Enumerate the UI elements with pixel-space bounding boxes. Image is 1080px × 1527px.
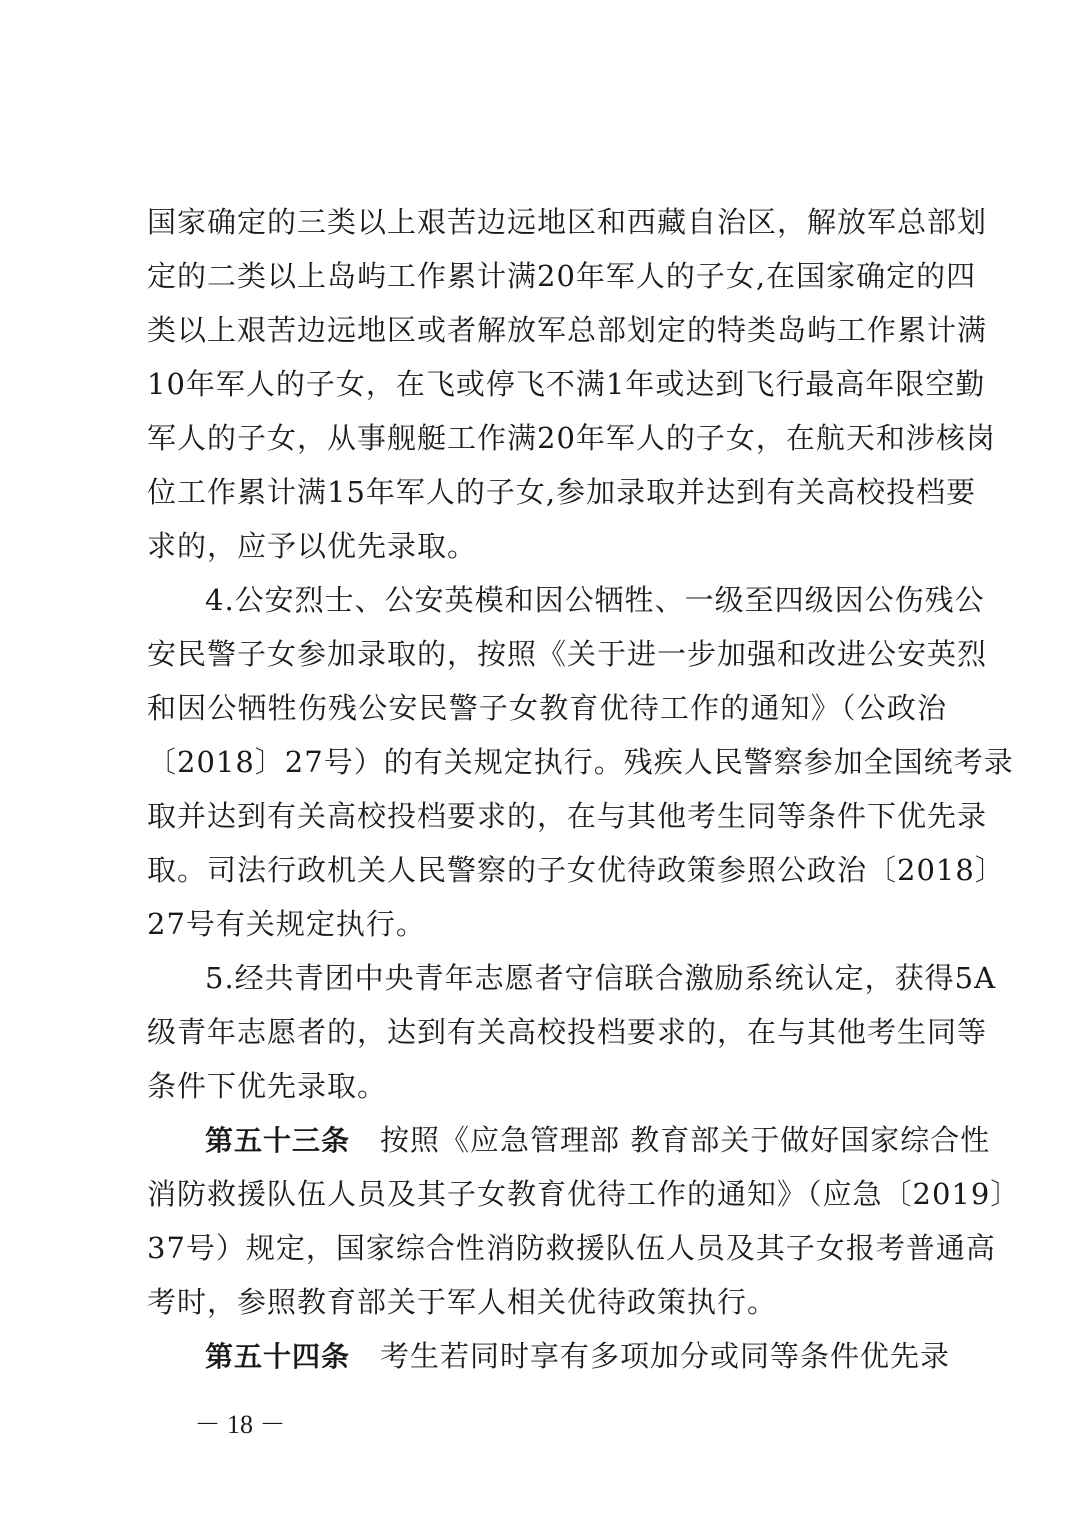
text-line: 4.公安烈士、公安英模和因公牺牲、一级至四级因公伤残公 — [205, 583, 985, 617]
text-line: 位工作累计满15年军人的子女,参加录取并达到有关高校投档要 — [147, 475, 977, 509]
text-line: 级青年志愿者的，达到有关高校投档要求的，在与其他考生同等 — [147, 1015, 988, 1049]
text-line: 安民警子女参加录取的，按照《关于进一步加强和改进公安英烈 — [147, 637, 988, 671]
text-line: 定的二类以上岛屿工作累计满20年军人的子女,在国家确定的四 — [147, 259, 977, 293]
text-line: 10年军人的子女，在飞或停飞不满1年或达到飞行最高年限空勤 — [147, 367, 986, 401]
article-54-text: 考生若同时享有多项加分或同等条件优先录 — [380, 1339, 951, 1373]
article-53-text: 按照《应急管理部 教育部关于做好国家综合性 — [380, 1123, 991, 1157]
text-line: 27号有关规定执行。 — [147, 907, 426, 941]
text-line: 求的，应予以优先录取。 — [147, 529, 478, 563]
text-line: 5.经共青团中央青年志愿者守信联合激励系统认定，获得5A — [205, 961, 997, 995]
text-line: 和因公牺牲伤残公安民警子女教育优待工作的通知》（公政治 — [147, 691, 947, 725]
text-line: 条件下优先录取。 — [147, 1069, 388, 1103]
text-line: 37号）规定，国家综合性消防救援队伍人员及其子女报考普通高 — [147, 1231, 996, 1265]
article-53-heading: 第五十三条 — [205, 1124, 351, 1157]
text-line: 取。司法行政机关人民警察的子女优待政策参照公政治〔2018〕 — [147, 853, 1005, 887]
text-line: 〔2018〕27号）的有关规定执行。残疾人民警察参加全国统考录 — [147, 745, 1014, 779]
text-line: 军人的子女，从事舰艇工作满20年军人的子女，在航天和涉核岗 — [147, 421, 996, 455]
document-body — [147, 195, 1021, 1383]
article-53-line — [147, 1113, 991, 1167]
text-line: 考时，参照教育部关于军人相关优待政策执行。 — [147, 1285, 778, 1319]
article-54-line — [147, 1329, 951, 1383]
article-54-heading: 第五十四条 — [205, 1340, 351, 1373]
text-line: 取并达到有关高校投档要求的，在与其他考生同等条件下优先录 — [147, 799, 988, 833]
text-line: 类以上艰苦边远地区或者解放军总部划定的特类岛屿工作累计满 — [147, 313, 988, 347]
text-line: 国家确定的三类以上艰苦边远地区和西藏自治区，解放军总部划 — [147, 205, 988, 239]
text-line: 消防救援队伍人员及其子女教育优待工作的通知》（应急〔2019〕 — [147, 1177, 1021, 1211]
page-number: － 18 － — [194, 1410, 286, 1439]
